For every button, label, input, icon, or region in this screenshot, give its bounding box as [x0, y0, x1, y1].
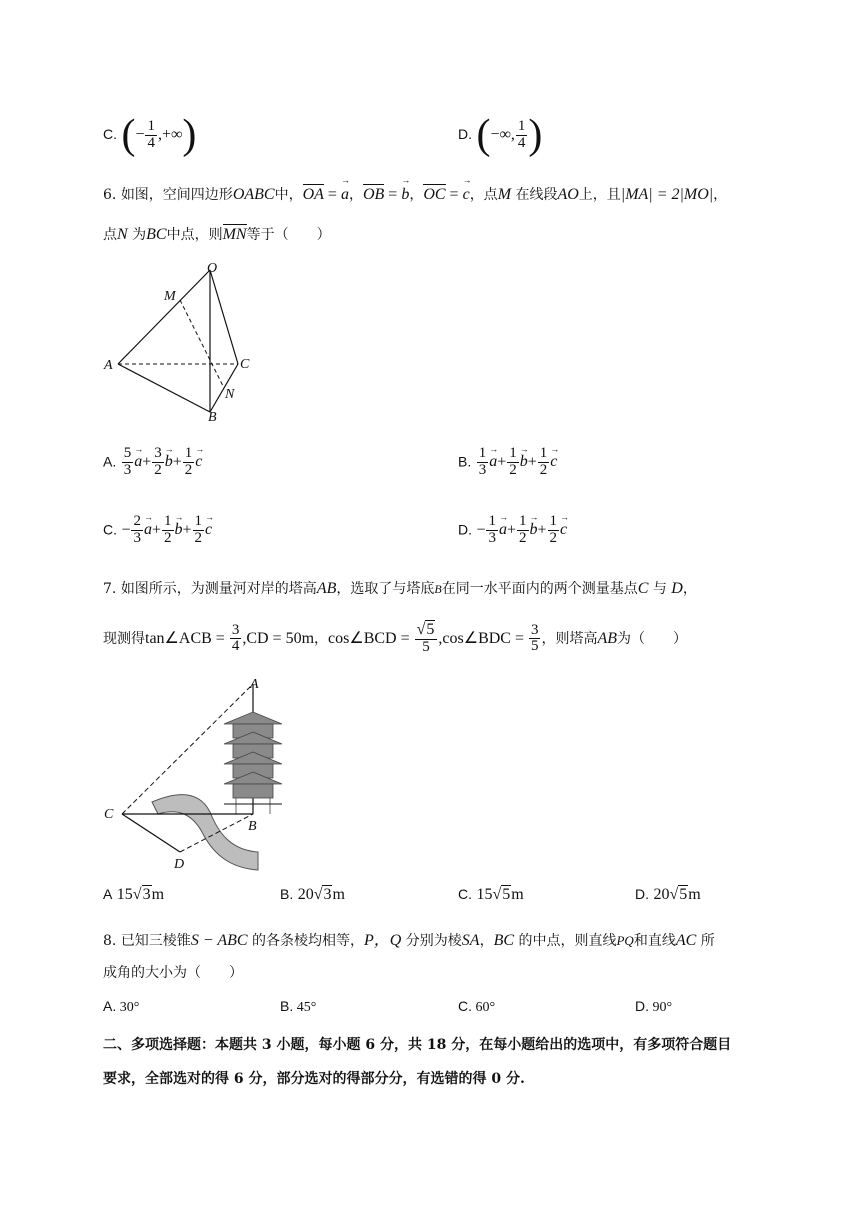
vector-mn: MN	[222, 226, 247, 243]
label-a: A	[250, 677, 259, 692]
label-d: D	[174, 857, 185, 872]
q8-option-b: B. 45°	[280, 998, 317, 1015]
section2-heading-line2: 要求，全部选对的得 6 分，部分选对的得部分分，有选错的得 0 分.	[103, 1071, 525, 1087]
q8-stem-line1: 8. 已知三棱锥S − ABC 的各条棱均相等，P，Q 分别为棱SA，BC 的中点，则直线PQ和直线AC 所	[103, 932, 715, 949]
label-b: B	[208, 410, 217, 425]
q8-option-c: C. 60°	[458, 998, 496, 1015]
q7-option-b: B. 20√3m	[280, 886, 345, 903]
q6-option-c: C. − $\frac{2}{3}$ → a+ $\frac{1}{2}$ → b+ $\frac{1}{2}$ → c	[103, 512, 215, 546]
fraction: $\frac{1}{4}$	[147, 117, 155, 151]
q7-option-c: C. 15√5m	[458, 886, 524, 903]
q5-option-c: C. (− $\frac{1}{4}$ ,+∞)	[103, 112, 197, 158]
label-o: O	[207, 261, 218, 276]
vector-ob: OB	[362, 186, 385, 203]
q7-option-a: A 15√3m	[103, 886, 165, 903]
tower-figure	[100, 672, 290, 878]
section2-heading-line1: 二、多项选择题：本题共 3 小题，每小题 6 分，共 18 分，在每小题给出的选项中，有多项符合题目	[103, 1037, 732, 1053]
tetrahedron-figure	[100, 258, 270, 428]
q6-option-b: B. $\frac{1}{3}$ → a+ $\frac{1}{2}$ → b+ $\frac{1}{2}$ → c	[458, 444, 560, 478]
q7-stem-line1: 7. 如图所示，为测量河对岸的塔高AB，选取了与塔底B在同一水平面内的两个测量基点C 与 D，	[103, 580, 697, 597]
q6-stem-line2: 点N 为BC中点，则MN等于（ ）	[103, 226, 331, 243]
fraction: $\frac{1}{4}$	[517, 117, 526, 151]
label-m: M	[164, 289, 176, 304]
label-c: C	[240, 357, 250, 372]
q8-option-a: A. 30°	[103, 998, 140, 1015]
vector-b: → b	[401, 175, 411, 203]
label-a: A	[104, 358, 113, 373]
q6-stem-line1: 6. 如图，空间四边形OABC中，OA = → a，OB = → b，OC = → c，点M 在线段AO上，且|MA| = 2|MO|，	[103, 182, 727, 208]
q8-option-d: D. 90°	[635, 998, 673, 1015]
label-c: C	[104, 807, 114, 822]
label-n: N	[225, 387, 235, 402]
vector-oc: OC	[423, 186, 446, 203]
vector-c: → c	[462, 175, 472, 203]
label-b: B	[248, 819, 257, 834]
q7-stem-line2: 现测得tan∠ACB = $\frac{3}{4}$ ,CD = 50m，cos∠BCD = $\frac{√5}{5}$ ,cos∠BDC = $\frac{3}{5}$ ，则塔高AB为（ ）	[103, 621, 688, 655]
q6-option-a: A. $\frac{5}{3}$ → a+ $\frac{3}{2}$ → b+ $\frac{1}{2}$ → c	[103, 444, 205, 478]
q8-stem-line2: 成角的大小为（ ）	[103, 965, 243, 981]
vector-a: → a	[340, 175, 350, 203]
q5-option-d: D. (−∞, $\frac{1}{4}$ )	[458, 112, 543, 158]
q7-option-d: D. 20√5m	[635, 886, 701, 903]
q6-option-d: D. − $\frac{1}{3}$ → a+ $\frac{1}{2}$ → b+ $\frac{1}{2}$ → c	[458, 512, 570, 546]
vector-oa: OA	[302, 186, 324, 203]
